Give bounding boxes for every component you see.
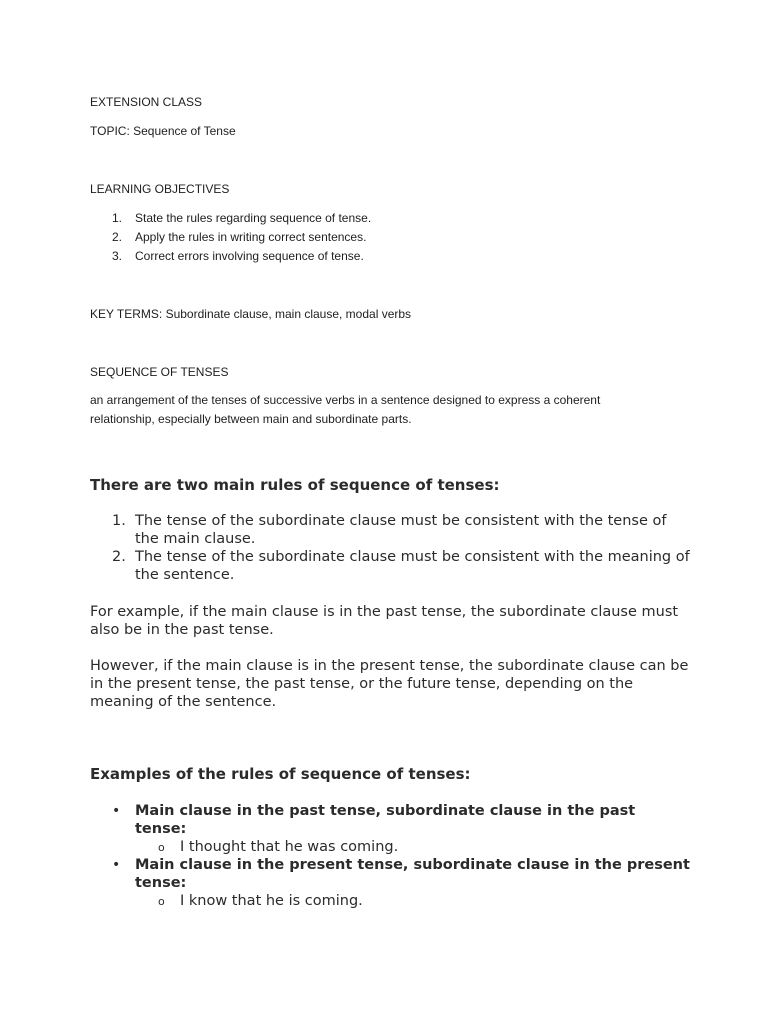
- examples-heading: Examples of the rules of sequence of tenses:: [90, 765, 471, 783]
- list-item: [90, 856, 690, 910]
- rules-paragraph-2: However, if the main clause is in the present tense, the subordinate clause can be in the present tense, the past tense, or the future tense, depending on the meaning of the sentence.: [90, 658, 689, 710]
- circle-bullet-icon: o: [158, 841, 165, 854]
- examples-list: [90, 802, 690, 910]
- example-title: Main clause in the present tense, subordinate clause in the present tense:: [135, 857, 690, 891]
- bullet-icon: •: [112, 857, 121, 873]
- list-item: [90, 802, 690, 856]
- example-sentence: I thought that he was coming.: [180, 839, 399, 855]
- key-terms: KEY TERMS: Subordinate clause, main clause, modal verbs: [90, 307, 412, 321]
- example-title: Main clause in the past tense, subordinate clause in the past tense:: [135, 803, 636, 837]
- definition-text: an arrangement of the tenses of successive verbs in a sentence designed to express a coherent relationship, especially between main and subordinate parts.: [90, 393, 601, 426]
- list-item: 1. The tense of the subordinate clause must be consistent with the tense of the main clause.: [112, 513, 667, 547]
- example-sublist: [135, 892, 690, 910]
- topic-line: TOPIC: Sequence of Tense: [90, 124, 236, 138]
- rules-paragraph-1: For example, if the main clause is in the past tense, the subordinate clause must also be in the past tense.: [90, 604, 679, 638]
- rules-heading: There are two main rules of sequence of tenses:: [90, 476, 500, 494]
- objectives-list: [90, 210, 371, 267]
- objectives-heading: LEARNING OBJECTIVES: [90, 182, 230, 196]
- definition-heading: SEQUENCE OF TENSES: [90, 365, 229, 379]
- list-item: 2. Apply the rules in writing correct sentences.: [112, 230, 367, 244]
- list-item: [135, 838, 690, 856]
- list-item: [135, 892, 690, 910]
- bullet-icon: •: [112, 803, 121, 819]
- list-item: 3. Correct errors involving sequence of tense.: [112, 249, 364, 263]
- circle-bullet-icon: o: [158, 895, 165, 908]
- list-item: 2. The tense of the subordinate clause must be consistent with the meaning of the sentence.: [112, 549, 690, 583]
- rules-list: [90, 512, 690, 584]
- example-sublist: [135, 838, 690, 856]
- class-label: EXTENSION CLASS: [90, 95, 203, 109]
- example-sentence: I know that he is coming.: [180, 893, 363, 909]
- list-item: 1. State the rules regarding sequence of tense.: [112, 211, 372, 225]
